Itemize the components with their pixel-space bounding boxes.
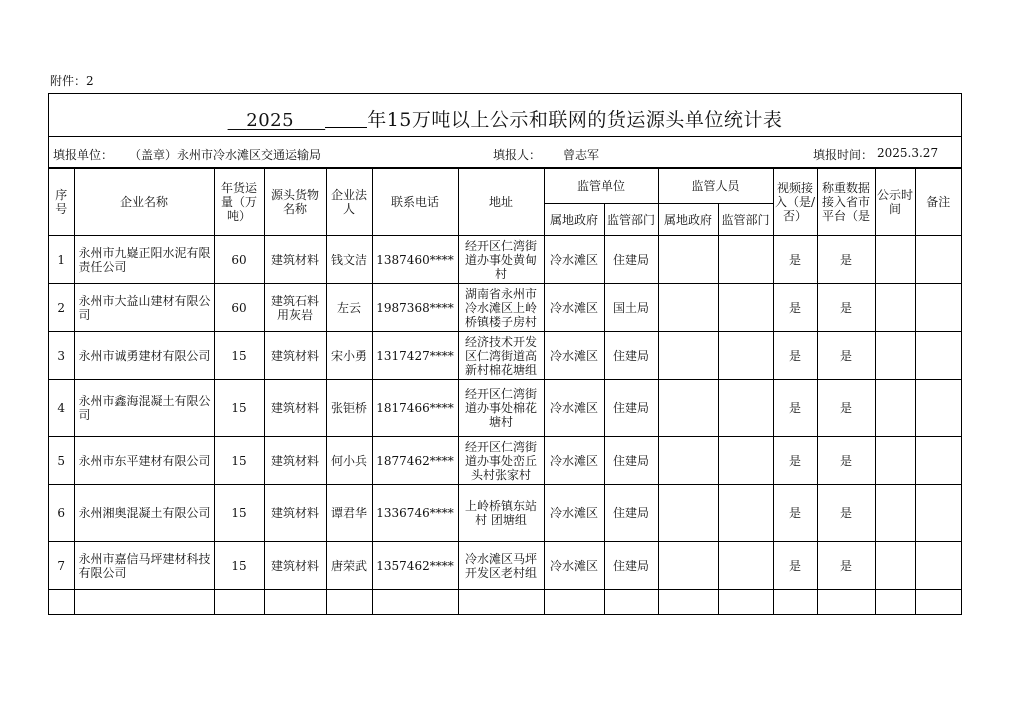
cell-seq: 3: [49, 332, 74, 380]
header-remark: 备注: [915, 169, 961, 236]
cell-goods: 建筑材料: [264, 236, 326, 284]
cell-publicity: [875, 284, 915, 332]
cell-local-gov: 冷水滩区: [544, 485, 604, 542]
cell-address: 经开区仁湾街道办事处黄甸村: [458, 236, 544, 284]
cell-address: 上岭桥镇东站村 团塘组: [458, 485, 544, 542]
header-sup-dept: 监管部门: [604, 204, 658, 236]
cell-video: 是: [773, 236, 817, 284]
cell-remark: [915, 332, 961, 380]
title-text: 年15万吨以上公示和联网的货运源头单位统计表: [367, 109, 783, 131]
cell-legal: 钱文洁: [326, 236, 372, 284]
empty-cell: [718, 590, 773, 615]
cell-weigh: 是: [817, 284, 875, 332]
cell-publicity: [875, 485, 915, 542]
source-unit-table: [49, 168, 961, 614]
empty-cell: [372, 590, 458, 615]
meta-row: [49, 137, 961, 168]
header-goods: 源头货物名称: [264, 169, 326, 236]
cell-weigh: 是: [817, 485, 875, 542]
cell-volume: 60: [214, 284, 264, 332]
header-address: 地址: [458, 169, 544, 236]
filler-label: 填报人：: [493, 148, 542, 162]
cell-company: 永州市鑫海混凝土有限公司: [74, 380, 214, 437]
unit-label: 填报单位：: [53, 148, 114, 162]
cell-phone: 1877462****: [372, 437, 458, 485]
table-row: [49, 332, 961, 380]
cell-person-gov: [658, 485, 718, 542]
cell-address: 湖南省永州市冷水滩区上岭桥镇楼子房村: [458, 284, 544, 332]
cell-publicity: [875, 542, 915, 590]
header-publicity-time: 公示时间: [875, 169, 915, 236]
cell-company: 永州湘奥混凝土有限公司: [74, 485, 214, 542]
cell-phone: 1987368****: [372, 284, 458, 332]
cell-video: 是: [773, 437, 817, 485]
cell-address: 经开区仁湾街道办事处棉花塘村: [458, 380, 544, 437]
cell-publicity: [875, 437, 915, 485]
statistics-sheet: [48, 93, 962, 615]
cell-goods: 建筑材料: [264, 437, 326, 485]
table-row: [49, 542, 961, 590]
cell-company: 永州市九嶷正阳水泥有限责任公司: [74, 236, 214, 284]
cell-local-gov: 冷水滩区: [544, 380, 604, 437]
cell-weigh: 是: [817, 236, 875, 284]
header-person-local-gov: 属地政府: [658, 204, 718, 236]
cell-address: 经济技术开发区仁湾街道高新村棉花塘组: [458, 332, 544, 380]
header-row: [49, 169, 961, 204]
cell-sup-dept: 住建局: [604, 542, 658, 590]
empty-cell: [817, 590, 875, 615]
cell-sup-dept: 住建局: [604, 437, 658, 485]
cell-legal: 宋小勇: [326, 332, 372, 380]
empty-cell: [74, 590, 214, 615]
cell-company: 永州市东平建材有限公司: [74, 437, 214, 485]
header-phone: 联系电话: [372, 169, 458, 236]
cell-company: 永州市诚勇建材有限公司: [74, 332, 214, 380]
cell-person-dept: [718, 284, 773, 332]
table-row: [49, 437, 961, 485]
time-value: 2025.3.27: [877, 146, 939, 160]
cell-seq: 1: [49, 236, 74, 284]
empty-row: [49, 590, 961, 615]
unit-value: （盖章）永州市冷水滩区交通运输局: [129, 148, 322, 162]
table-row: [49, 236, 961, 284]
empty-cell: [875, 590, 915, 615]
empty-cell: [214, 590, 264, 615]
cell-person-gov: [658, 542, 718, 590]
empty-cell: [773, 590, 817, 615]
filler-value: 曾志军: [563, 148, 600, 162]
empty-cell: [604, 590, 658, 615]
header-volume: 年货运量（万吨）: [214, 169, 264, 236]
cell-sup-dept: 国土局: [604, 284, 658, 332]
cell-person-gov: [658, 380, 718, 437]
cell-company: 永州市嘉信马坪建材科技有限公司: [74, 542, 214, 590]
cell-weigh: 是: [817, 380, 875, 437]
cell-publicity: [875, 332, 915, 380]
cell-volume: 15: [214, 380, 264, 437]
cell-seq: 2: [49, 284, 74, 332]
header-video: 视频接入（是/否）: [773, 169, 817, 236]
cell-person-gov: [658, 437, 718, 485]
cell-address: 经开区仁湾街道办事处峦丘头村张家村: [458, 437, 544, 485]
cell-goods: 建筑材料: [264, 380, 326, 437]
header-company: 企业名称: [74, 169, 214, 236]
empty-cell: [544, 590, 604, 615]
cell-volume: 60: [214, 236, 264, 284]
cell-local-gov: 冷水滩区: [544, 437, 604, 485]
cell-seq: 4: [49, 380, 74, 437]
cell-seq: 7: [49, 542, 74, 590]
cell-video: 是: [773, 542, 817, 590]
cell-publicity: [875, 236, 915, 284]
cell-company: 永州市大益山建材有限公司: [74, 284, 214, 332]
cell-phone: 1817466****: [372, 380, 458, 437]
cell-seq: 6: [49, 485, 74, 542]
empty-cell: [915, 590, 961, 615]
cell-local-gov: 冷水滩区: [544, 332, 604, 380]
cell-video: 是: [773, 485, 817, 542]
cell-remark: [915, 542, 961, 590]
cell-sup-dept: 住建局: [604, 236, 658, 284]
cell-video: 是: [773, 380, 817, 437]
cell-local-gov: 冷水滩区: [544, 284, 604, 332]
header-legal: 企业法人: [326, 169, 372, 236]
cell-remark: [915, 437, 961, 485]
cell-volume: 15: [214, 485, 264, 542]
cell-person-gov: [658, 332, 718, 380]
cell-phone: 1357462****: [372, 542, 458, 590]
attachment-label: 附件：2: [50, 74, 94, 88]
cell-person-dept: [718, 332, 773, 380]
cell-sup-dept: 住建局: [604, 380, 658, 437]
header-person-sup-dept: 监管部门: [718, 204, 773, 236]
table-row: [49, 380, 961, 437]
cell-legal: 左云: [326, 284, 372, 332]
cell-local-gov: 冷水滩区: [544, 542, 604, 590]
cell-remark: [915, 284, 961, 332]
cell-phone: 1387460****: [372, 236, 458, 284]
empty-cell: [49, 590, 74, 615]
title-row: [49, 94, 961, 137]
time-label: 填报时间：: [813, 148, 874, 162]
cell-weigh: 是: [817, 332, 875, 380]
cell-legal: 谭君华: [326, 485, 372, 542]
cell-person-gov: [658, 236, 718, 284]
cell-weigh: 是: [817, 542, 875, 590]
cell-goods: 建筑材料: [264, 485, 326, 542]
cell-person-dept: [718, 437, 773, 485]
header-supervision-person: 监管人员: [658, 169, 773, 204]
cell-legal: 张钜桥: [326, 380, 372, 437]
page-title: [49, 105, 961, 132]
cell-phone: 1317427****: [372, 332, 458, 380]
title-year: 2025: [246, 110, 295, 131]
cell-video: 是: [773, 284, 817, 332]
cell-person-dept: [718, 542, 773, 590]
header-weigh-data: 称重数据接入省市平台（是: [817, 169, 875, 236]
cell-goods: 建筑石料用灰岩: [264, 284, 326, 332]
empty-cell: [658, 590, 718, 615]
cell-goods: 建筑材料: [264, 542, 326, 590]
cell-publicity: [875, 380, 915, 437]
cell-remark: [915, 380, 961, 437]
title-blank: [325, 111, 367, 128]
cell-seq: 5: [49, 437, 74, 485]
empty-cell: [458, 590, 544, 615]
cell-remark: [915, 236, 961, 284]
cell-legal: 何小兵: [326, 437, 372, 485]
empty-cell: [326, 590, 372, 615]
table-row: [49, 485, 961, 542]
cell-sup-dept: 住建局: [604, 485, 658, 542]
table-row: [49, 284, 961, 332]
cell-person-dept: [718, 485, 773, 542]
cell-legal: 唐荣武: [326, 542, 372, 590]
header-seq: 序号: [49, 169, 74, 236]
cell-sup-dept: 住建局: [604, 332, 658, 380]
cell-goods: 建筑材料: [264, 332, 326, 380]
cell-person-dept: [718, 380, 773, 437]
header-supervision-unit: 监管单位: [544, 169, 658, 204]
cell-volume: 15: [214, 542, 264, 590]
cell-phone: 1336746****: [372, 485, 458, 542]
empty-cell: [264, 590, 326, 615]
cell-volume: 15: [214, 437, 264, 485]
cell-local-gov: 冷水滩区: [544, 236, 604, 284]
cell-person-gov: [658, 284, 718, 332]
header-local-gov: 属地政府: [544, 204, 604, 236]
cell-remark: [915, 485, 961, 542]
cell-video: 是: [773, 332, 817, 380]
cell-volume: 15: [214, 332, 264, 380]
cell-person-dept: [718, 236, 773, 284]
cell-weigh: 是: [817, 437, 875, 485]
cell-address: 冷水滩区马坪开发区老村组: [458, 542, 544, 590]
